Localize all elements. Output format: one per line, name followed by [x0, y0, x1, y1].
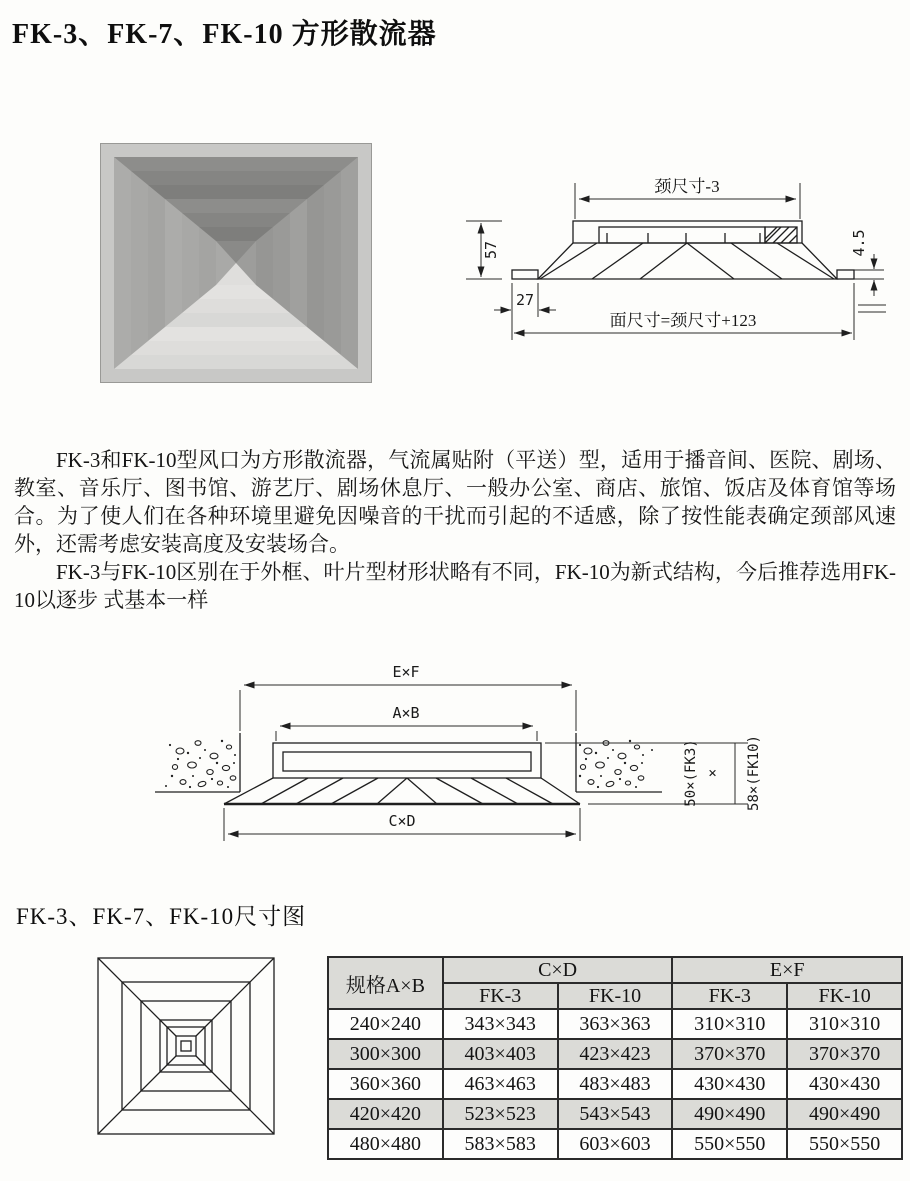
table-cell: 370×370	[787, 1039, 902, 1069]
table-row	[328, 1129, 902, 1159]
table-row	[328, 1099, 902, 1129]
table-cell: 430×430	[787, 1069, 902, 1099]
table-cell: 463×463	[443, 1069, 558, 1099]
table-cell: 310×310	[672, 1009, 787, 1039]
table-cell: 490×490	[672, 1099, 787, 1129]
table-cell: 240×240	[328, 1009, 443, 1039]
table-cell: 420×420	[328, 1099, 443, 1129]
cross-section-drawing	[450, 155, 890, 365]
table-header-row	[328, 957, 902, 983]
subheader-cell: FK-3	[443, 983, 558, 1009]
table-cell: 603×603	[558, 1129, 673, 1159]
ef-group-header: E×F	[672, 957, 902, 983]
cd-group-header: C×D	[443, 957, 673, 983]
table-cell: 300×300	[328, 1039, 443, 1069]
table-cell: 403×403	[443, 1039, 558, 1069]
multiply-sign: ×	[705, 768, 721, 778]
table-row	[328, 1069, 902, 1099]
photo-louver-ring	[114, 157, 358, 369]
table-cell: 583×583	[443, 1129, 558, 1159]
table-cell: 423×423	[558, 1039, 673, 1069]
face-dim-label: 面尺寸=颈尺寸+123	[609, 311, 757, 330]
table-cell: 343×343	[443, 1009, 558, 1039]
diffuser-face-drawing	[95, 955, 285, 1137]
face-dim-label: C×D	[388, 812, 416, 830]
installation-drawing	[150, 655, 810, 870]
fk10-drop-label: 58×(FK10)	[746, 735, 762, 811]
table-cell: 550×550	[787, 1129, 902, 1159]
description-text	[14, 446, 896, 614]
fk3-drop-label: 50×(FK3)	[683, 739, 699, 807]
table-cell: 360×360	[328, 1069, 443, 1099]
height-dim-label: 57	[482, 240, 500, 260]
photo-louver-ring	[165, 199, 307, 327]
page-title: FK-3、FK-7、FK-10 方形散流器	[12, 19, 437, 50]
table-cell: 363×363	[558, 1009, 673, 1039]
concrete-hatch-right	[579, 740, 653, 788]
outer-dim-label: E×F	[392, 663, 420, 681]
photo-louver-ring	[131, 171, 341, 355]
table-cell: 370×370	[672, 1039, 787, 1069]
description-paragraph-2: FK-3与FK-10区别在于外框、叶片型材形状略有不同，FK-10为新式结构，今后推荐选用FK-10以逐步 式基本一样	[14, 560, 896, 612]
table-cell: 543×543	[558, 1099, 673, 1129]
photo-louver-ring	[182, 213, 290, 313]
table-cell: 483×483	[558, 1069, 673, 1099]
table-row	[328, 1009, 902, 1039]
table-cell: 480×480	[328, 1129, 443, 1159]
spec-header-cell: 规格A×B	[328, 957, 443, 1009]
table-row	[328, 1039, 902, 1069]
photo-louver-ring	[148, 185, 324, 341]
table-cell: 490×490	[787, 1099, 902, 1129]
table-cell: 550×550	[672, 1129, 787, 1159]
flange-thickness-label: 4.5	[850, 229, 868, 257]
photo-louver-ring	[199, 227, 273, 299]
diffuser-photo	[100, 143, 372, 383]
description-paragraph-1: FK-3和FK-10型风口为方形散流器，气流属贴附（平送）型，适用于播音间、医院、剧场、教室、音乐厅、图书馆、游艺厅、剧场休息厅、一般办公室、商店、旅馆、饭店及体育馆等场合。为了使人们在各种环境里避免因噪音的干扰而引起的不适感，除了按性能表确定颈部风速外，还需考虑安装高度及安装场合。	[14, 448, 896, 556]
neck-dim-label: A×B	[392, 704, 420, 722]
table-cell: 430×430	[672, 1069, 787, 1099]
photo-center-pyramid	[216, 241, 256, 285]
flange-width-label: 27	[515, 291, 535, 309]
subheader-cell: FK-3	[672, 983, 787, 1009]
subheader-cell: FK-10	[787, 983, 902, 1009]
subheader-cell: FK-10	[558, 983, 673, 1009]
table-cell: 523×523	[443, 1099, 558, 1129]
section-heading: FK-3、FK-7、FK-10尺寸图	[16, 904, 307, 929]
dimension-table	[327, 956, 903, 1160]
concrete-hatch-left	[165, 740, 236, 788]
table-cell: 310×310	[787, 1009, 902, 1039]
neck-dim-label: 颈尺寸-3	[654, 177, 720, 196]
